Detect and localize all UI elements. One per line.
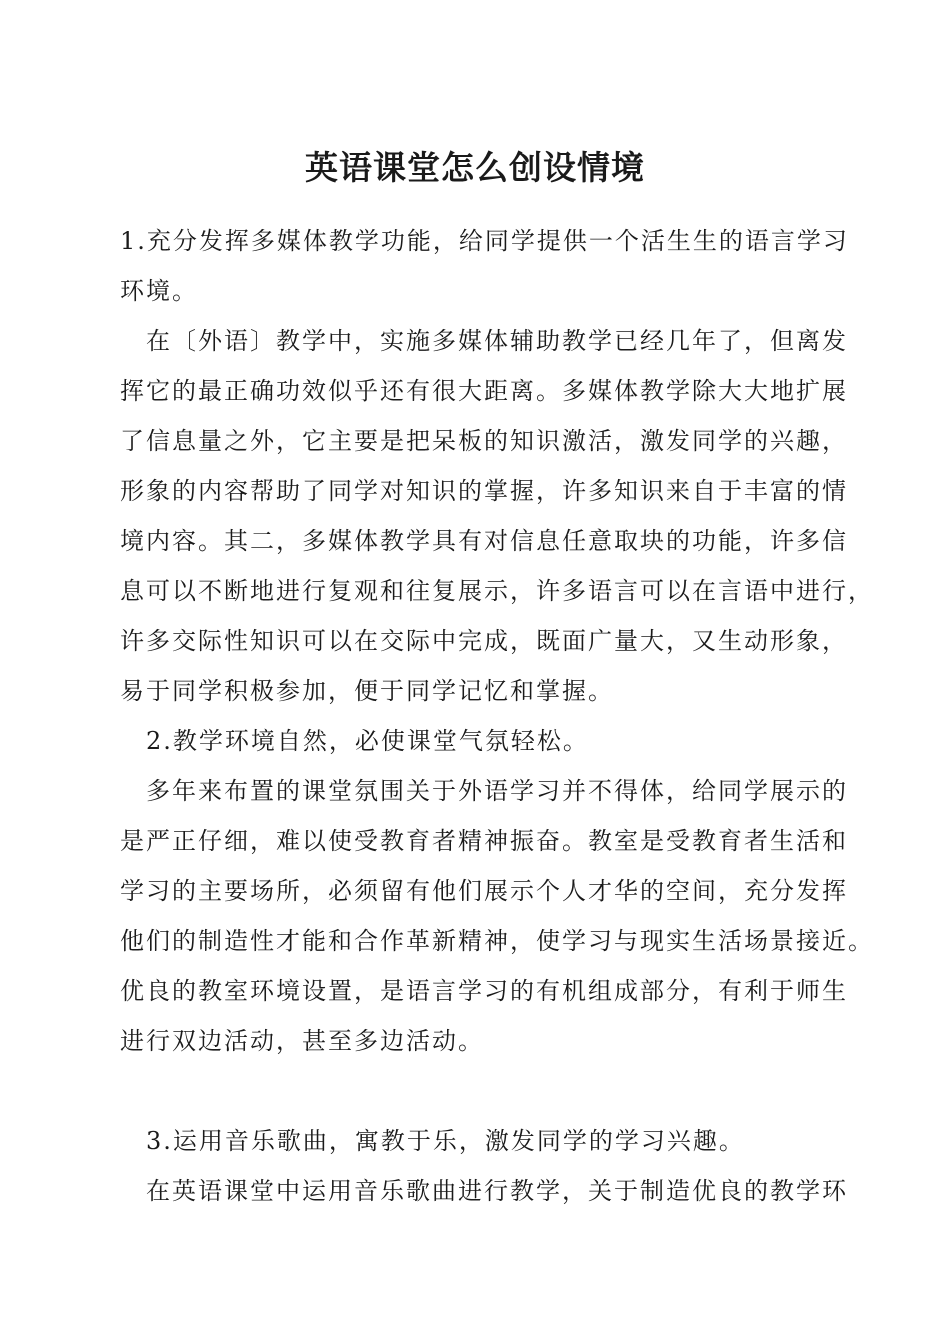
paragraph-1-heading-line-2: 环境。 — [120, 277, 198, 305]
paragraph-1-body-line-3: 了信息量之外，它主要是把呆板的知识激活，激发同学的兴趣， — [120, 427, 848, 455]
document-title: 英语课堂怎么创设情境 — [305, 148, 645, 187]
paragraph-3-heading: 3.运用音乐歌曲，寓教于乐，激发同学的学习兴趣。 — [146, 1127, 745, 1155]
paragraph-1-body-line-7: 许多交际性知识可以在交际中完成，既面广量大，又生动形象， — [120, 627, 848, 655]
paragraph-2-heading: 2.教学环境自然，必使课堂气氛轻松。 — [146, 727, 589, 755]
paragraph-2-body-line-3: 学习的主要场所，必须留有他们展示个人才华的空间，充分发挥 — [120, 877, 848, 905]
paragraph-2-body-line-6: 进行双边活动，甚至多边活动。 — [120, 1027, 484, 1055]
paragraph-1-body-line-5: 境内容。其二，多媒体教学具有对信息任意取块的功能，许多信 — [120, 527, 848, 555]
paragraph-1-body-line-2: 挥它的最正确功效似乎还有很大距离。多媒体教学除大大地扩展 — [120, 377, 848, 405]
paragraph-3-body-line-1: 在英语课堂中运用音乐歌曲进行教学，关于制造优良的教学环 — [146, 1177, 848, 1205]
paragraph-1-body-line-6: 息可以不断地进行复观和往复展示，许多语言可以在言语中进行， — [120, 577, 874, 605]
paragraph-2-body-line-2: 是严正仔细，难以使受教育者精神振奋。教室是受教育者生活和 — [120, 827, 848, 855]
paragraph-2-body-line-1: 多年来布置的课堂氛围关于外语学习并不得体，给同学展示的 — [146, 777, 848, 805]
paragraph-1-body-line-1: 在〔外语〕教学中，实施多媒体辅助教学已经几年了，但离发 — [146, 327, 848, 355]
paragraph-2-body-line-5: 优良的教室环境设置，是语言学习的有机组成部分，有利于师生 — [120, 977, 848, 1005]
paragraph-1-body-line-4: 形象的内容帮助了同学对知识的掌握，许多知识来自于丰富的情 — [120, 477, 848, 505]
paragraph-2-body-line-4: 他们的制造性才能和合作革新精神，使学习与现实生活场景接近。 — [120, 927, 874, 955]
paragraph-1-heading-line-1: 1.充分发挥多媒体教学功能，给同学提供一个活生生的语言学习 — [120, 227, 849, 255]
paragraph-1-body-line-8: 易于同学积极参加，便于同学记忆和掌握。 — [120, 677, 614, 705]
